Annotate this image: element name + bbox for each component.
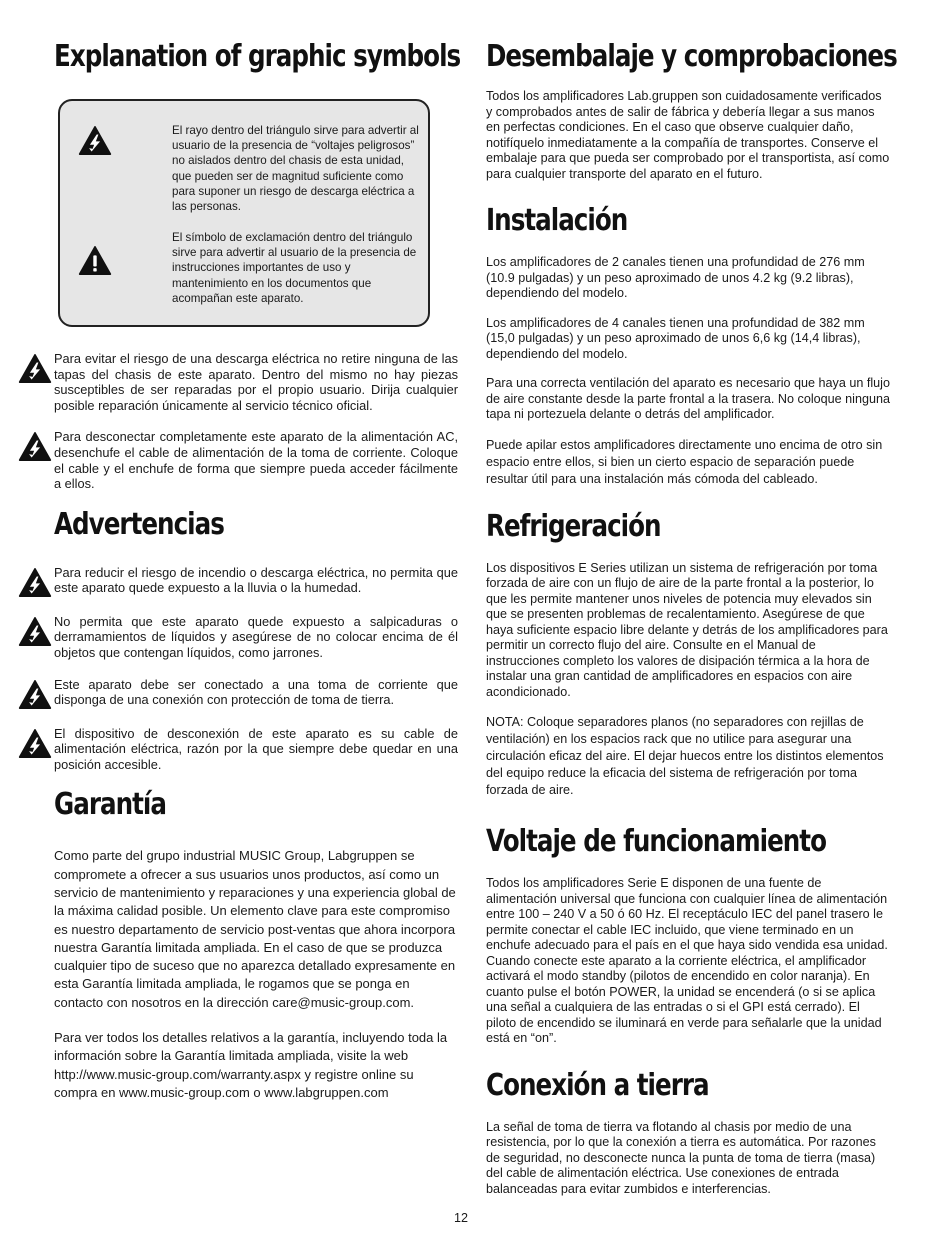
lightning-warning-icon xyxy=(78,125,112,156)
safety-note-text: Para evitar el riesgo de una descarga eléctrica no retire ninguna de las tapas del chasis de este aparato. Dentro del mismo no hay piezas susceptibles de ser reparadas por el propio usuario. Dirija cualquier posible reparación únicamente al servicio técnico oficial. xyxy=(54,351,458,413)
exclamation-symbol-text: El símbolo de exclamación dentro del triángulo sirve para advertir al usuario de la presencia de instrucciones importantes de uso y mantenimiento en los documentos que acompañan este aparato. xyxy=(172,231,417,305)
lightning-warning-icon xyxy=(18,567,54,598)
safety-note-text: Para desconectar completamente este aparato de la alimentación AC, desenchufe el cable de alimentación de la toma de corriente. Coloque el cable y el enchufe de forma que siempre pueda acceder fácilmente a ellos. xyxy=(54,429,458,492)
safety-notes xyxy=(18,351,458,492)
safety-note xyxy=(18,429,458,491)
left-column xyxy=(18,39,461,1102)
refrigeracion-heading: Refrigeración xyxy=(486,508,661,544)
advertencia-text: Este aparato debe ser conectado a una toma de corriente que disponga de una conexión con protección de toma de tierra. xyxy=(54,676,458,708)
advertencia-text: El dispositivo de desconexión de este aparato es su cable de alimentación eléctrica, razón por la que siempre debe quedar en una posición accesible. xyxy=(54,725,458,772)
lightning-symbol-text: El rayo dentro del triángulo sirve para advertir al usuario de la presencia de “voltajes peligrosos” no aislados dentro del chasis de esta unidad, que pueden ser de magnitud suficiente como para suponer un riesgo de descarga eléctrica a las personas. xyxy=(172,124,419,214)
instalacion-paragraph: Los amplificadores de 2 canales tienen una profundidad de 276 mm (10.9 pulgadas) y un peso aproximado de unos 4.2 kg (9.2 libras), dependiendo del modelo. xyxy=(486,255,865,300)
page-number: 12 xyxy=(453,1211,468,1225)
instalacion-paragraph: Puede apilar estos amplificadores directamente uno encima de otro sin espacio entre ellos, si bien un cierto espacio de separación puede resultar útil para una instalación más cómoda del cableado. xyxy=(486,437,883,486)
lightning-warning-icon xyxy=(18,353,54,384)
instalacion-heading: Instalación xyxy=(486,203,628,238)
symbols-heading: Explanation of graphic symbols xyxy=(54,39,461,74)
lightning-warning-icon xyxy=(18,679,54,710)
advertencia-item xyxy=(18,677,458,710)
symbols-explanation-box xyxy=(58,99,430,327)
advertencias-heading: Advertencias xyxy=(54,506,224,542)
advertencia-item xyxy=(18,614,458,661)
desembalaje-paragraph: Todos los amplificadores Lab.gruppen son cuidadosamente verificados y comprobados antes de salir de fábrica y debería llegar a sus manos en perfectas condiciones. En el caso que observe cualquier daño, notifíquelo inmediatamente a la compañía de transportes. Conserve el embalaje para que pueda ser comprobado por el transportista, así como para cualquier transporte del aparato en el futuro. xyxy=(486,89,890,181)
lightning-warning-icon xyxy=(18,728,54,759)
advertencia-item xyxy=(18,726,458,773)
refrigeracion-paragraph: Los dispositivos E Series utilizan un sistema de refrigeración por toma forzada de aire con un flujo de aire de la parte frontal a la posterior, lo que les permite mantener unos niveles de potencia muy elevados sin que se presenten problemas de recalentamiento. Asegúrese de que haya suficiente espacio libre delante y detrás de los amplificadores para permitir un correcto flujo del aire. Consulte en el Manual de instrucciones completo los valores de disipación térmica a la hora de instalar una gran cantidad de amplificadores en espacios con aire acondicionado. xyxy=(486,560,888,699)
tierra-paragraph: La señal de toma de tierra va flotando al chasis por medio de una resistencia, por lo que la conexión a tierra es automática. Por razones de seguridad, no desconecte nunca la punta de toma de tierra (masa) del cable de alimentación eléctrica. Use conexiones de entrada balanceadas para evitar zumbidos e interferencias. xyxy=(486,1119,876,1196)
garantia-paragraph: Como parte del grupo industrial MUSIC Group, Labgruppen se compromete a ofrecer a sus usuarios unos productos, así como un servicio de mantenimiento y reparaciones y una experiencia global de la máxima calidad posible. Un elemento clave para este compromiso es nuestro departamento de servicio post-ventas que ahora incorpora nuestra Garantía limitada ampliada. En el caso de que se produzca cualquier tipo de suceso que no aparezca detallado expresamente en esta Garantía limitada ampliada, le rogamos que se ponga en contacto con nosotros en la dirección care@music-group.com. xyxy=(54,848,456,1010)
garantia-paragraph: Para ver todos los detalles relativos a la garantía, incluyendo toda la información sobre la Garantía limitada ampliada, visite la web http://www.music-group.com/warranty.aspx y registre online su compra en www.music-group.com o www.labgruppen.com xyxy=(54,1029,448,1100)
advertencia-text: No permita que este aparato quede expuesto a salpicaduras o derramamientos de líquidos y asegúrese de no colocar encima de él objetos que contengan líquidos, como jarrones. xyxy=(54,613,458,660)
advertencia-text: Para reducir el riesgo de incendio o descarga eléctrica, no permita que este aparato quede expuesto a la lluvia o la humedad. xyxy=(54,564,458,596)
tierra-heading: Conexión a tierra xyxy=(486,1067,709,1103)
instalacion-paragraph: Para una correcta ventilación del aparato es necesario que haya un flujo de aire constante desde la parte frontal a la trasera. No coloque ninguna tapa ni portezuela delante o detrás del amplificador. xyxy=(486,376,890,421)
instalacion-paragraph: Los amplificadores de 4 canales tienen una profundidad de 382 mm (15,0 pulgadas) y un peso aproximado de unos 6,6 kg (14,4 libras), dependiendo del modelo. xyxy=(486,315,865,361)
voltaje-heading: Voltaje de funcionamiento xyxy=(486,824,827,859)
lightning-warning-icon xyxy=(18,431,54,462)
advertencias-list xyxy=(18,565,458,773)
refrigeracion-note: NOTA: Coloque separadores planos (no separadores con rejillas de ventilación) en los espacios rack que no utilice para asegurar una circulación eficaz del aire. El dejar huecos entre los distintos elementos del equipo reduce la eficacia del sistema de refrigeración por toma forzada de aire. xyxy=(486,715,884,797)
garantia-heading: Garantía xyxy=(54,787,166,823)
safety-note xyxy=(18,351,458,413)
voltaje-paragraph: Todos los amplificadores Serie E disponen de una fuente de alimentación universal que funciona con cualquier línea de alimentación entre 100 – 240 V a 50 ó 60 Hz. El receptáculo IEC del panel trasero le permite conectar el cable IEC incluido, que viene terminado en un enchufe adecuado para el país en el que haya sido vendida esa unidad. Cuando conecte este aparato a la corriente eléctrica, el amplificador activará el modo standby (pilotos de encendido en color naranja). En cuanto pulse el botón POWER, la unidad se encenderá (o si se aplica una señal a cualquiera de las entradas o si el GPI está cerrado). El piloto de encendido se iluminará en verde para señalarle que la unidad está en “on”. xyxy=(486,876,888,1045)
advertencia-item xyxy=(18,565,458,598)
right-column xyxy=(486,39,897,1197)
exclamation-warning-icon xyxy=(78,245,112,276)
lightning-warning-icon xyxy=(18,616,54,647)
desembalaje-heading: Desembalaje y comprobaciones xyxy=(486,39,897,74)
